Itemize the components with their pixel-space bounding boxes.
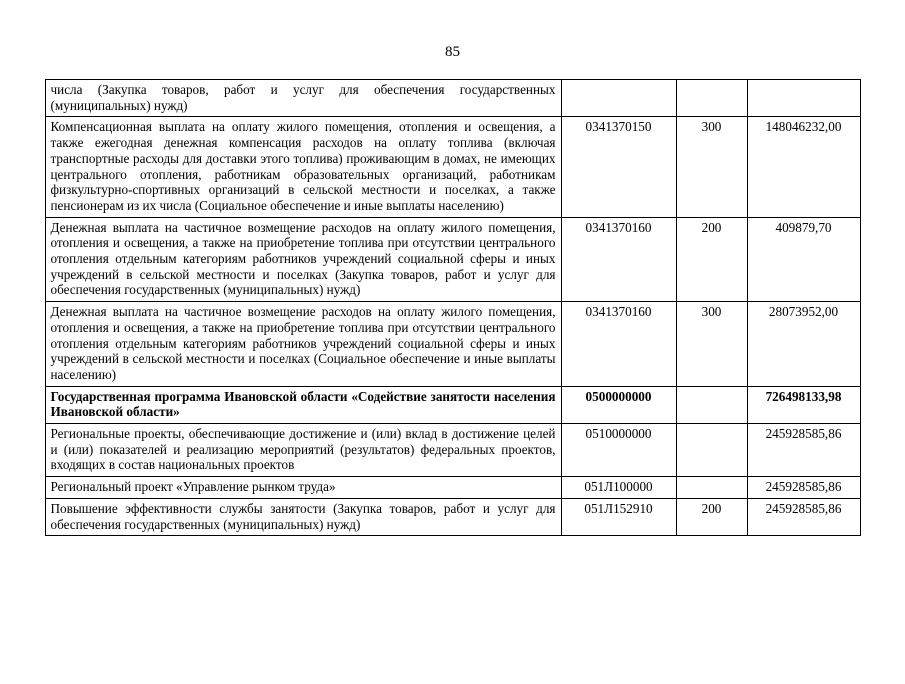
row-group: 200 <box>676 217 747 302</box>
table-row <box>45 302 860 387</box>
row-group <box>676 477 747 499</box>
row-sum: 726498133,98 <box>747 386 860 423</box>
row-group <box>676 424 747 477</box>
row-code: 051Л100000 <box>561 477 676 499</box>
row-name: Повышение эффективности службы занятости (Закупка товаров, работ и услуг для обеспечения государственных (муниципальных) нужд) <box>45 498 561 535</box>
table-row <box>45 117 860 217</box>
row-name: Денежная выплата на частичное возмещение расходов на оплату жилого помещения, отопления и освещения, а также на приобретение топлива при отсутствии центрального отопления отдельным категориям работников учреждений социальной сферы и иных учреждений в сельской местности и поселках (Социальное обеспечение и иные выплаты населению) <box>45 302 561 387</box>
row-group: 300 <box>676 117 747 217</box>
row-sum: 245928585,86 <box>747 424 860 477</box>
table-row <box>45 80 860 117</box>
row-sum <box>747 80 860 117</box>
row-name: числа (Закупка товаров, работ и услуг для обеспечения государственных (муниципальных) нужд) <box>45 80 561 117</box>
row-group <box>676 80 747 117</box>
row-code: 0500000000 <box>561 386 676 423</box>
row-code: 0341370150 <box>561 117 676 217</box>
table-row <box>45 477 860 499</box>
row-sum: 148046232,00 <box>747 117 860 217</box>
row-sum: 28073952,00 <box>747 302 860 387</box>
row-code: 0341370160 <box>561 302 676 387</box>
row-name: Компенсационная выплата на оплату жилого помещения, отопления и освещения, а также ежегодная денежная компенсация расходов на оплату топлива (включая транспортные расходы для доставки этого топлива) проживающим в домах, не имеющих центрального отопления, работникам образовательных организаций, работникам физкультурно-спортивных организаций в сельской местности и поселках, а также пенсионерам из их числа (Социальное обеспечение и иные выплаты населению) <box>45 117 561 217</box>
table-row <box>45 217 860 302</box>
budget-appropriations-table <box>45 79 861 536</box>
row-code: 0341370160 <box>561 217 676 302</box>
row-group: 300 <box>676 302 747 387</box>
row-sum: 245928585,86 <box>747 477 860 499</box>
table-row <box>45 424 860 477</box>
row-code <box>561 80 676 117</box>
row-code: 0510000000 <box>561 424 676 477</box>
row-group: 200 <box>676 498 747 535</box>
row-code: 051Л152910 <box>561 498 676 535</box>
row-name: Региональные проекты, обеспечивающие достижение и (или) вклад в достижение целей и (или) показателей и реализацию мероприятий (результатов) федеральных проектов, входящих в состав национальных проектов <box>45 424 561 477</box>
row-name: Государственная программа Ивановской области «Содействие занятости населения Ивановской области» <box>45 386 561 423</box>
row-name: Денежная выплата на частичное возмещение расходов на оплату жилого помещения, отопления и освещения, а также на приобретение топлива при отсутствии центрального отопления отдельным категориям работников учреждений социальной сферы и иных учреждений в сельской местности и поселках (Закупка товаров, работ и услуг для обеспечения государственных (муниципальных) нужд) <box>45 217 561 302</box>
document-page <box>0 44 905 684</box>
table-row <box>45 498 860 535</box>
table-body <box>45 80 860 536</box>
row-sum: 409879,70 <box>747 217 860 302</box>
table-row <box>45 386 860 423</box>
row-name: Региональный проект «Управление рынком труда» <box>45 477 561 499</box>
row-sum: 245928585,86 <box>747 498 860 535</box>
page-number: 85 <box>445 44 460 60</box>
row-group <box>676 386 747 423</box>
